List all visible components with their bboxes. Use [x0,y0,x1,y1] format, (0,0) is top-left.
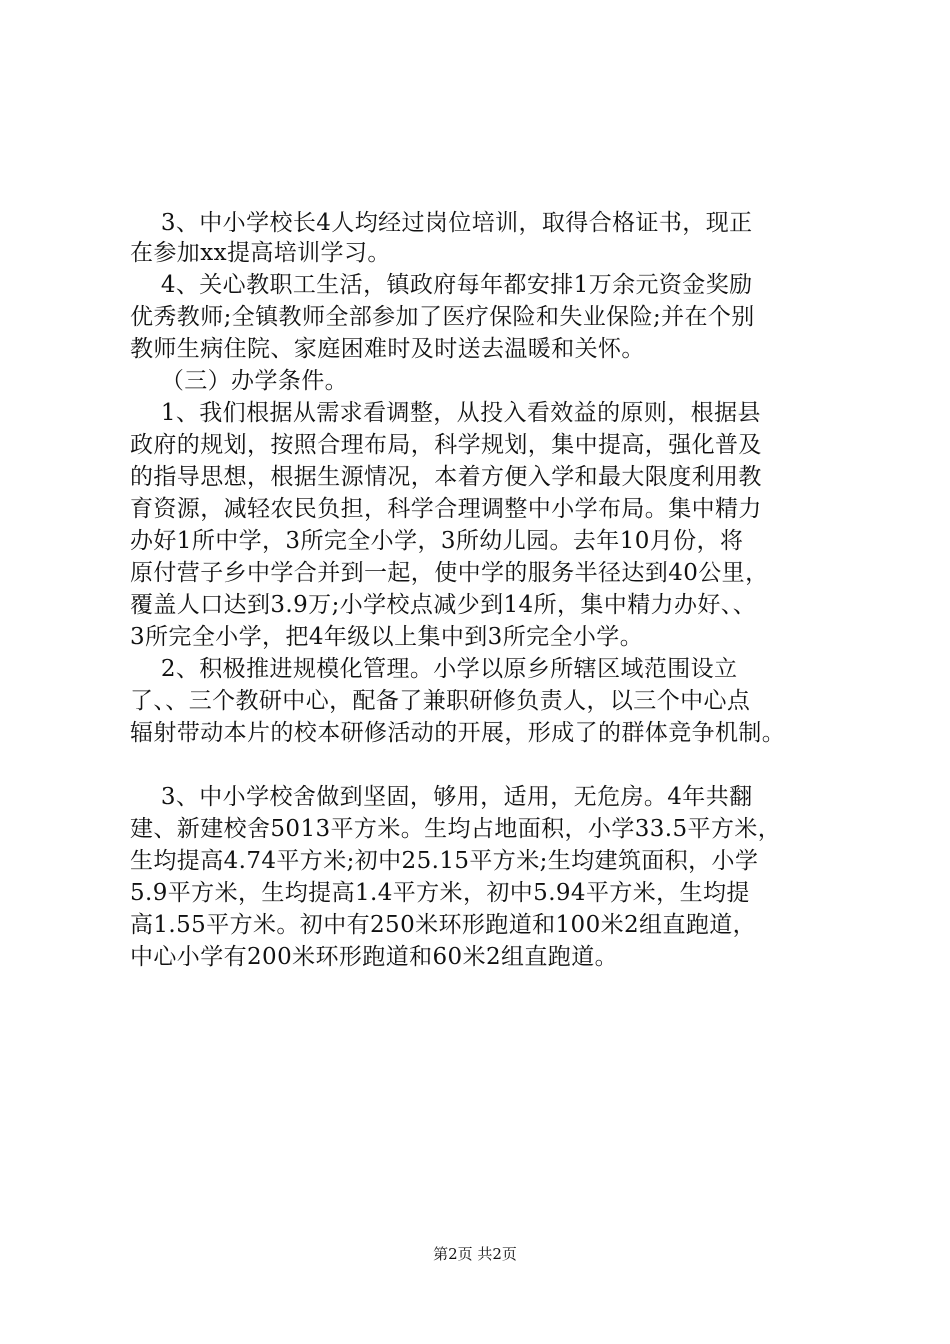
text-line: 3、中小学校舍做到坚固，够用，适用，无危房。4年共翻 [130,784,753,810]
text-line: 育资源，减轻农民负担，科学合理调整中小学布局。集中精力 [130,496,762,522]
text-line: 辐射带动本片的校本研修活动的开展，形成了的群体竞争机制。 [130,720,786,746]
text-line: 生均提高4.74平方米;初中25.15平方米;生均建筑面积，小学 [130,848,759,874]
text-line: 5.9平方米，生均提高1.4平方米，初中5.94平方米，生均提 [130,880,750,906]
page-footer: 第2页 共2页 [433,1245,517,1263]
text-line: 在参加xx提高培训学习。 [130,240,391,266]
text-line: 中心小学有200米环形跑道和60米2组直跑道。 [130,944,618,970]
text-line: 政府的规划，按照合理布局，科学规划，集中提高，强化普及 [130,432,762,458]
text-line: 办好1所中学，3所完全小学，3所幼儿园。去年10月份，将 [130,528,744,554]
text-line: 高1.55平方米。初中有250米环形跑道和100米2组直跑道， [130,912,757,938]
text-line: 教师生病住院、家庭困难时及时送去温暖和关怀。 [130,336,645,362]
section-heading: （三）办学条件。 [130,368,349,394]
text-line: 2、积极推进规模化管理。小学以原乡所辖区域范围设立 [130,656,738,682]
text-line: 的指导思想，根据生源情况，本着方便入学和最大限度利用教 [130,464,762,490]
text-line: 优秀教师;全镇教师全部参加了医疗保险和失业保险;并在个别 [130,304,755,330]
text-line: 了、、三个教研中心，配备了兼职研修负责人，以三个中心点 [130,688,751,714]
text-line: 覆盖人口达到3.9万;小学校点减少到14所，集中精力办好、、 [130,592,757,618]
text-line: 3、中小学校长4人均经过岗位培训，取得合格证书，现正 [130,210,753,236]
text-line: 原付营子乡中学合并到一起，使中学的服务半径达到40公里， [130,560,769,586]
text-line: 1、我们根据从需求看调整，从投入看效益的原则，根据县 [130,400,761,426]
text-line: 4、关心教职工生活，镇政府每年都安排1万余元资金奖励 [130,272,753,298]
text-line: 建、新建校舍5013平方米。生均占地面积，小学33.5平方米， [130,816,782,842]
text-line: 3所完全小学，把4年级以上集中到3所完全小学。 [130,624,644,650]
